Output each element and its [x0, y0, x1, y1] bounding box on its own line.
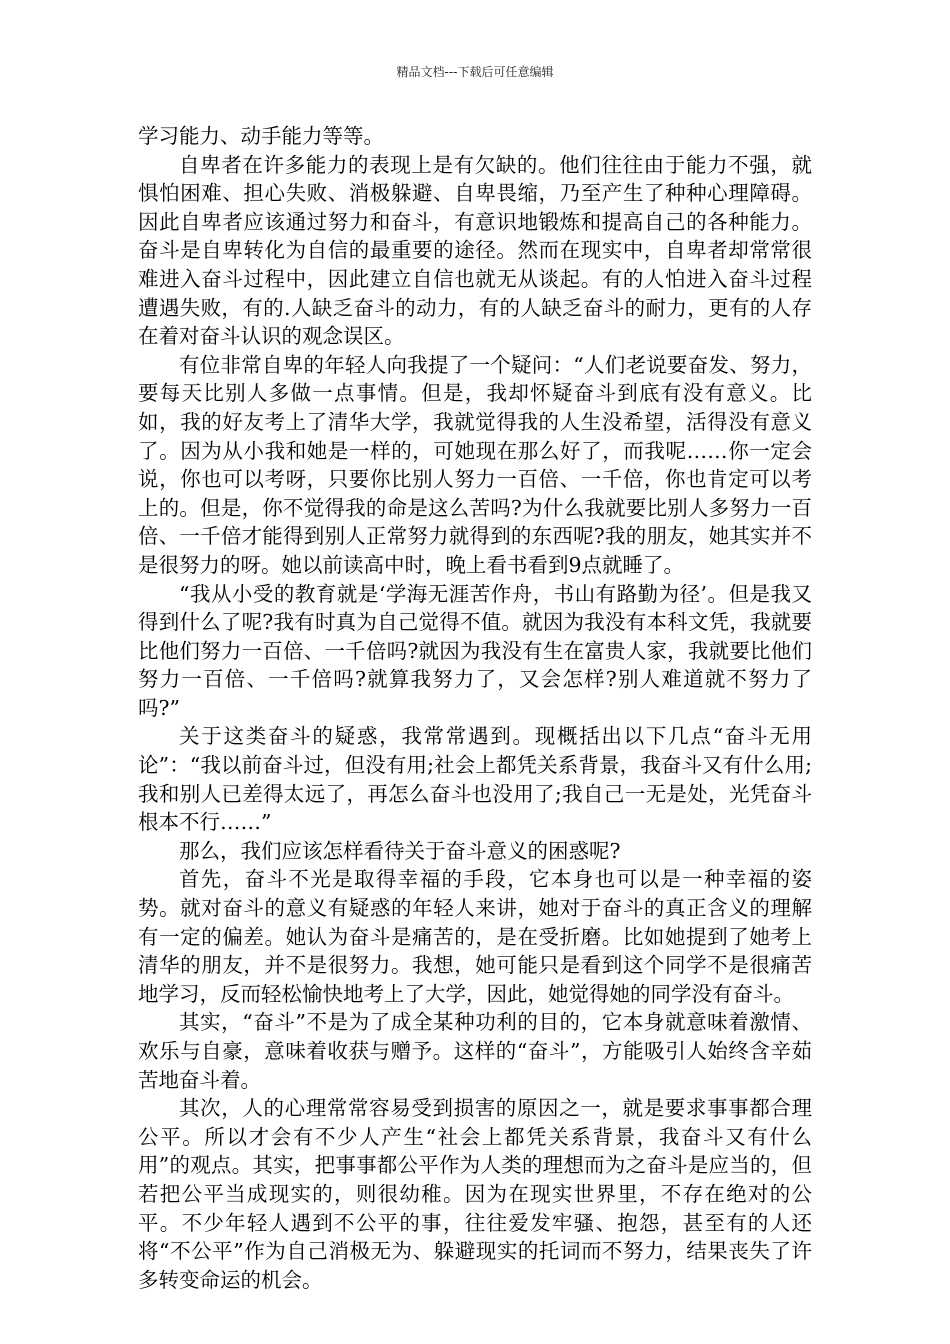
page-header: 精品文档---下载后可任意编辑 — [396, 65, 554, 79]
paragraph-9: 其次，人的心理常常容易受到损害的原因之一，就是要求事事都合理公平。所以才会有不少人产生“社会上都凭关系背景，我奋斗又有什么用”的观点。其实，把事事都公平作为人类的理想而为之奋斗是应当的，但若把公平当成现实的，则很幼稚。因为在现实世界里，不存在绝对的公平。不少年轻人遇到不公平的事，往往爱发牢骚、抱怨，甚至有的人还将“不公平”作为自己消极无为、躲避现实的托词而不努力，结果丧失了许多转变命运的机会。 — [138, 1096, 812, 1292]
paragraph-3: 有位非常自卑的年轻人向我提了一个疑问：“人们老说要奋发、努力，要每天比别人多做一点事情。但是，我却怀疑奋斗到底有没有意义。比如，我的好友考上了清华大学，我就觉得我的人生没希望，活得没有意义了。因为从小我和她是一样的，可她现在那么好了，而我呢……你一定会说，你也可以考呀，只要你比别人努力一百倍、一千倍，你也肯定可以考上的。但是，你不觉得我的命是这么苦吗?为什么我就要比别人多努力一百倍、一千倍才能得到别人正常努力就得到的东西呢?我的朋友，她其实并不是很努力的呀。她以前读高中时，晚上看书看到9点就睡了。 — [138, 352, 812, 577]
document-body — [138, 122, 812, 1294]
paragraph-8: 其实，“奋斗”不是为了成全某种功利的目的，它本身就意味着激情、欢乐与自豪，意味着收获与赠予。这样的“奋斗”，方能吸引人始终含辛茹苦地奋斗着。 — [138, 1010, 812, 1092]
paragraph-7: 首先，奋斗不光是取得幸福的手段，它本身也可以是一种幸福的姿势。就对奋斗的意义有疑惑的年轻人来讲，她对于奋斗的真正含义的理解有一定的偏差。她认为奋斗是痛苦的，是在受折磨。比如她提到了她考上清华的朋友，并不是很努力。我想，她可能只是看到这个同学不是很痛苦地学习，反而轻松愉快地考上了大学，因此，她觉得她的同学没有奋斗。 — [138, 867, 812, 1006]
paragraph-5: 关于这类奋斗的疑惑，我常常遇到。现概括出以下几点“奋斗无用论”：“我以前奋斗过，但没有用;社会上都凭关系背景，我奋斗又有什么用;我和别人已差得太远了，再怎么奋斗也没用了;我自己一无是处，光凭奋斗根本不行……” — [138, 724, 812, 835]
paragraph-2: 自卑者在许多能力的表现上是有欠缺的。他们往往由于能力不强，就惧怕困难、担心失败、消极躲避、自卑畏缩，乃至产生了种种心理障碍。因此自卑者应该通过努力和奋斗，有意识地锻炼和提高自己的各种能力。奋斗是自卑转化为自信的最重要的途径。然而在现实中，自卑者却常常很难进入奋斗过程中，因此建立自信也就无从谈起。有的人怕进入奋斗过程遭遇失败，有的.人缺乏奋斗的动力，有的人缺乏奋斗的耐力，更有的人存在着对奋斗认识的观念误区。 — [138, 152, 812, 349]
paragraph-1: 学习能力、动手能力等等。 — [138, 124, 384, 148]
paragraph-6: 那么，我们应该怎样看待关于奋斗意义的困惑呢? — [179, 838, 621, 863]
paragraph-4: “我从小受的教育就是‘学海无涯苦作舟，书山有路勤为径’。但是我又得到什么了呢?我有时真为自己觉得不值。就因为我没有本科文凭，我就要比他们努力一百倍、一千倍吗?就因为我没有生在富贵人家，我就要比他们努力一百倍、一千倍吗?就算我努力了，又会怎样?别人难道就不努力了吗?” — [138, 581, 812, 720]
